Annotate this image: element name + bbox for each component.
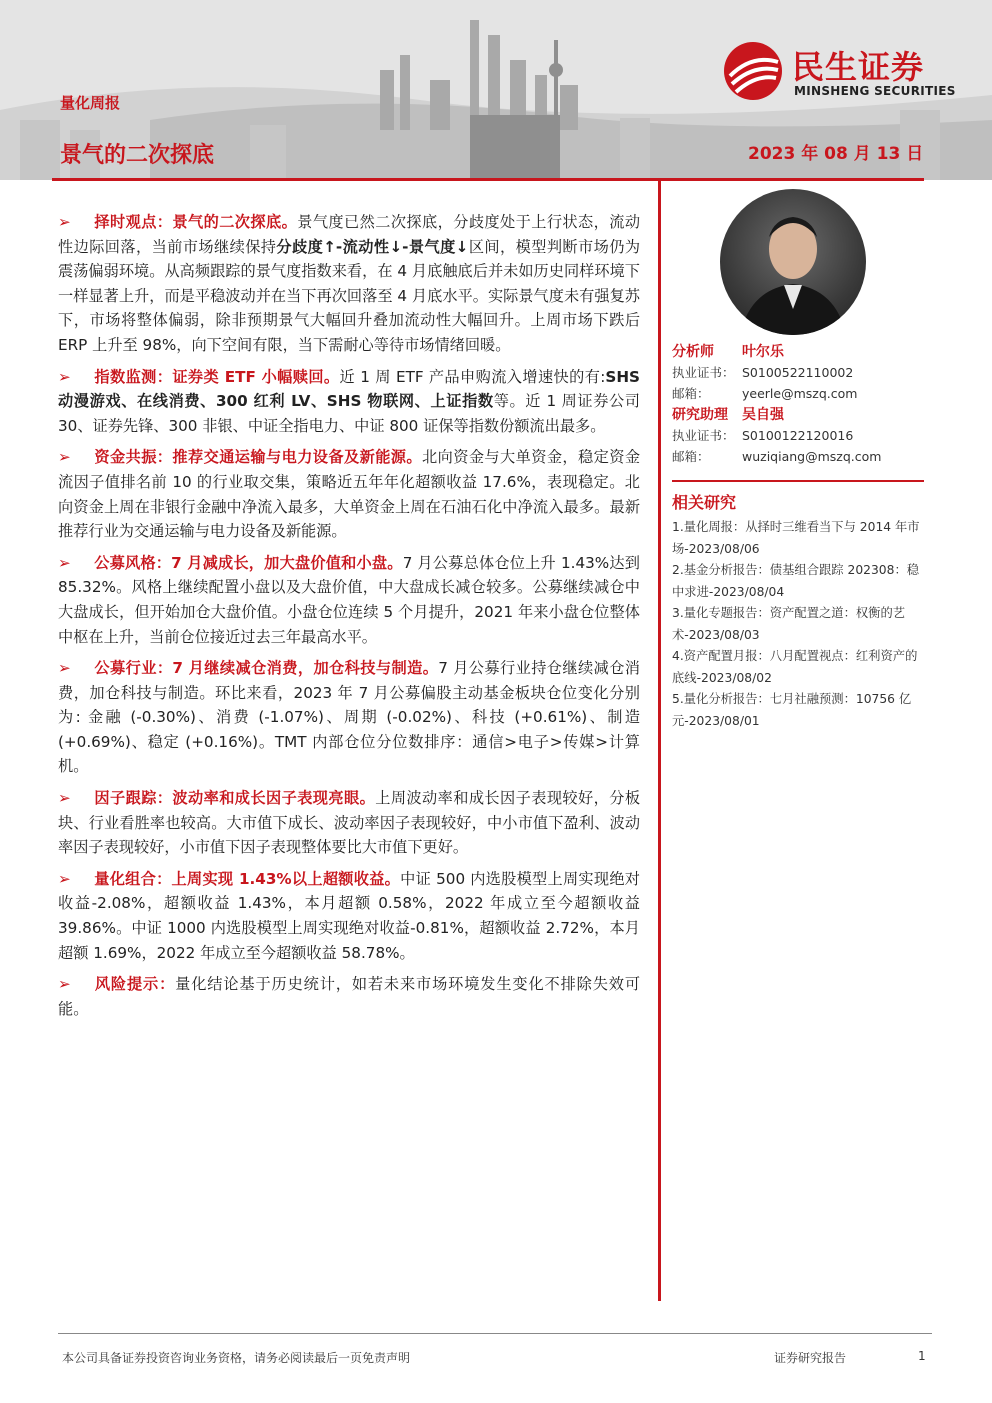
page-number: 1: [918, 1349, 926, 1363]
assistant-cert: S0100122120016: [742, 428, 854, 443]
paragraph-body: 景气度已然二次探底，分歧度处于上行状态，流动性边际回落，当前市场继续保持: [58, 213, 641, 256]
summary-paragraph: [58, 551, 640, 649]
cert-label: 执业证书：: [672, 365, 735, 380]
bullet-arrow-icon: ➢: [58, 448, 71, 467]
paragraph-lead: 公募行业：7 月继续减仓消费，加仓科技与制造。: [94, 659, 439, 678]
analyst-photo: [720, 189, 866, 335]
main-content: [58, 210, 640, 1028]
paragraph-body: 7 月公募行业持仓继续减仓消费，加仓科技与制造。环比来看，2023 年 7 月公募偏股主动基金板块仓位变化分别为: 金融 (-0.30%)、消费 (-1.07%)、周期 (-0.02%)、科技 (+0.61%)、制造 (+0.69%)、稳定 (+0.16%)。TMT 内部仓位分位数排序：通信>电子>传媒>计算机。: [58, 659, 640, 776]
report-type: 量化周报: [60, 94, 121, 112]
summary-paragraph: [58, 656, 640, 779]
paragraph-body: 中证 500 内选股模型上周实现绝对收益-2.08%，超额收益 1.43%，本月超额 0.58%，2022 年成立至今超额收益 39.86%。中证 1000 内选股模型上周实现绝对收益-0.81%，超额收益 2.72%，本月超额 1.69%，2022 年成立至今超额收益 58.78%。: [58, 869, 640, 962]
bullet-arrow-icon: ➢: [58, 367, 71, 386]
paragraph-lead: 风险提示：: [94, 975, 176, 994]
summary-paragraph: [58, 445, 640, 543]
header-banner: [0, 0, 992, 180]
bullet-arrow-icon: ➢: [58, 975, 71, 994]
related-research-item[interactable]: 5.量化分析报告：七月社融预测：10756 亿元-2023/08/01: [672, 692, 912, 728]
paragraph-body: 7 月公募总体仓位上升 1.43%达到 85.32%。风格上继续配置小盘以及大盘价值，中大盘成长减仓较多。公募继续减仓中大盘成长，但开始加仓大盘价值。小盘仓位连续 5 个月提升，2021 年来小盘仓位整体中枢在上升，当前仓位接近过去三年最高水平。: [58, 553, 640, 646]
analyst-name: 叶尔乐: [742, 344, 784, 360]
report-date: 2023 年 08 月 13 日: [748, 144, 924, 164]
assistant-name: 吴自强: [742, 407, 784, 423]
email-label: 邮箱：: [672, 449, 710, 464]
logo-en-text: MINSHENG SECURITIES: [794, 84, 956, 98]
summary-paragraph: [58, 210, 640, 358]
bullet-arrow-icon: ➢: [58, 869, 71, 888]
paragraph-emphasis: SHS 动漫游戏、在线消费、300 红利 LV、SHS 物联网、上证指数: [58, 367, 640, 411]
summary-paragraph: [58, 365, 640, 439]
related-research-item[interactable]: 4.资产配置月报：八月配置视点：红利资产的底线-2023/08/02: [672, 649, 918, 685]
logo-cn-text: 民生证券: [792, 48, 925, 86]
paragraph-body: 量化结论基于历史统计，如若未来市场环境发生变化不排除失效可能。: [58, 975, 641, 1018]
paragraph-lead: 择时观点：景气的二次探底。: [94, 213, 298, 231]
paragraph-tail: 区间，模型判断市场仍为震荡偏弱环境。从高频跟踪的景气度指数来看，在 4 月底触底后并未如历史同样环境下一样显著上升，而是平稳波动并在当下再次回落至 4 月底水平。实际景气度未有强复苏下，市场将整体偏弱，除非预期景气大幅回升叠加流动性大幅回升。上周市场下跌后 ERP 上升至 98%，向下空间有限，当下需耐心等待市场情绪回暖。: [58, 237, 641, 354]
bullet-arrow-icon: ➢: [58, 659, 71, 678]
paragraph-body: 北向资金与大单资金，稳定资金流因子值排名前 10 的行业取交集，策略近五年年化超额收益 17.6%，表现稳定。北向资金上周在非银行金融中净流入最多，大单资金上周在石油石化中净流入最多。最新推荐行业为交通运输与电力设备及新能源。: [58, 448, 641, 541]
analyst-label: 分析师: [672, 344, 714, 360]
related-research-list: [672, 517, 924, 732]
sidebar-rule: [672, 480, 924, 482]
bullet-arrow-icon: ➢: [58, 553, 71, 572]
analyst-email[interactable]: yeerle@mszq.com: [742, 386, 858, 401]
analyst-info: [672, 341, 924, 467]
paragraph-lead: 指数监测：证券类 ETF 小幅赎回。: [94, 367, 340, 386]
paragraph-lead: 资金共振：推荐交通运输与电力设备及新能源。: [94, 448, 423, 467]
cert-label: 执业证书：: [672, 428, 735, 443]
footer-rule: [58, 1333, 932, 1334]
bullet-arrow-icon: ➢: [58, 213, 71, 231]
footer-report-type: 证券研究报告: [774, 1351, 847, 1365]
related-research-item[interactable]: 3.量化专题报告：资产配置之道：权衡的艺术-2023/08/03: [672, 606, 906, 642]
minsheng-logo-icon: [722, 40, 784, 102]
paragraph-tail: 等。近 1 周证券公司 30、证券先锋、300 非银、中证全指电力、中证 800 证保等指数份额流出最多。: [58, 392, 640, 435]
email-label: 邮箱：: [672, 386, 710, 401]
paragraph-emphasis: 分歧度↑-流动性↓-景气度↓: [276, 237, 469, 256]
paragraph-body: 上周波动率和成长因子表现较好，分板块、行业看胜率也较高。大市值下成长、波动率因子表现较好，中小市值下盈利、波动率因子表现较好，小市值下因子表现整体要比大市值下更好。: [58, 789, 641, 857]
paragraph-lead: 量化组合：上周实现 1.43%以上超额收益。: [94, 869, 401, 888]
related-research-item[interactable]: 2.基金分析报告：债基组合跟踪 202308：稳中求进-2023/08/04: [672, 563, 920, 599]
column-divider: [658, 181, 661, 1301]
paragraph-lead: 公募风格：7 月减成长，加大盘价值和小盘。: [94, 553, 403, 572]
summary-paragraph: [58, 972, 640, 1021]
company-logo: [722, 40, 962, 110]
paragraph-body: 近 1 周 ETF 产品申购流入增速快的有:: [339, 367, 606, 386]
header-rule: [52, 178, 924, 181]
assistant-email[interactable]: wuziqiang@mszq.com: [742, 449, 882, 464]
related-research-title: 相关研究: [672, 493, 737, 512]
summary-paragraph: [58, 867, 640, 965]
report-title: 景气的二次探底: [60, 143, 215, 168]
assistant-label: 研究助理: [672, 407, 728, 423]
related-research-item[interactable]: 1.量化周报：从择时三维看当下与 2014 年市场-2023/08/06: [672, 520, 920, 556]
analyst-cert: S0100522110002: [742, 365, 854, 380]
paragraph-lead: 因子跟踪：波动率和成长因子表现亮眼。: [94, 789, 376, 808]
summary-paragraph: [58, 786, 640, 860]
footer-disclaimer: 本公司具备证券投资咨询业务资格，请务必阅读最后一页免责声明: [62, 1351, 411, 1365]
bullet-arrow-icon: ➢: [58, 789, 71, 808]
